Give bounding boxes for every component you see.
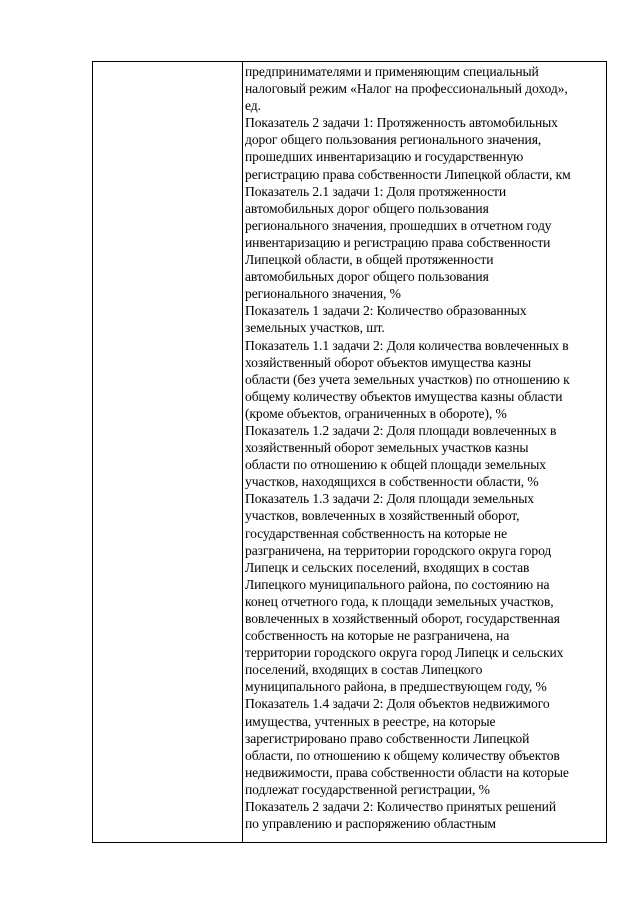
text-line: зарегистрировано право собственности Липецкой bbox=[245, 730, 530, 746]
text-line: ед. bbox=[245, 98, 261, 114]
text-line: подлежат государственной регистрации, % bbox=[245, 781, 490, 797]
text-line: налоговый режим «Налог на профессиональный доход», bbox=[245, 81, 568, 97]
table-cell-indicators bbox=[243, 62, 606, 842]
text-line: Показатель 1.2 задачи 2: Доля площади вовлеченных в bbox=[245, 422, 557, 438]
text-line: общему количеству объектов имущества казны области bbox=[245, 388, 563, 404]
text-line: Липецкой области, в общей протяженности bbox=[245, 252, 494, 268]
text-line: хозяйственный оборот объектов имущества казны bbox=[245, 354, 532, 370]
indicator-table bbox=[92, 61, 607, 843]
text-line: по управлению и распоряжению областным bbox=[245, 816, 496, 832]
text-line: области (без учета земельных участков) по отношению к bbox=[245, 371, 570, 387]
text-line: муниципального района, в предшествующем году, % bbox=[245, 679, 547, 695]
text-line: прошедших инвентаризацию и государственную bbox=[245, 149, 524, 165]
text-line: участков, находящихся в собственности области, % bbox=[245, 474, 539, 490]
text-line: дорог общего пользования регионального значения, bbox=[245, 132, 542, 148]
text-line: Показатель 1 задачи 2: Количество образованных bbox=[245, 303, 527, 319]
text-line: государственная собственность на которые не bbox=[245, 525, 508, 541]
text-line: имущества, учтенных в реестре, на которые bbox=[245, 713, 496, 729]
text-line: регионального значения, % bbox=[245, 286, 401, 302]
text-line: предпринимателями и применяющим специальный bbox=[245, 64, 539, 79]
text-line: (кроме объектов, ограниченных в обороте), % bbox=[245, 405, 507, 421]
text-line: автомобильных дорог общего пользования bbox=[245, 200, 489, 216]
text-line: автомобильных дорог общего пользования bbox=[245, 269, 489, 285]
text-line: конец отчетного года, к площади земельных участков, bbox=[245, 593, 554, 609]
text-line: инвентаризацию и регистрацию права собственности bbox=[245, 234, 551, 250]
table-cell-empty bbox=[93, 62, 243, 842]
text-line: Показатель 1.3 задачи 2: Доля площади земельных bbox=[245, 491, 534, 507]
text-line: Показатель 1.4 задачи 2: Доля объектов недвижимого bbox=[245, 696, 550, 712]
text-line: области, по отношению к общему количеству объектов bbox=[245, 747, 560, 763]
text-line: хозяйственный оборот земельных участков казны bbox=[245, 440, 529, 456]
text-line: Показатель 2 задачи 2: Количество принятых решений bbox=[245, 799, 557, 815]
text-line: вовлеченных в хозяйственный оборот, государственная bbox=[245, 611, 560, 626]
text-line: регионального значения, прошедших в отчетном году bbox=[245, 217, 552, 233]
text-line: поселений, входящих в состав Липецкого bbox=[245, 662, 483, 678]
text-line: разграничена, на территории городского округа город bbox=[245, 542, 552, 558]
text-line: области по отношению к общей площади земельных bbox=[245, 457, 547, 473]
text-line: регистрацию права собственности Липецкой области, км bbox=[245, 166, 571, 182]
text-line: земельных участков, шт. bbox=[245, 320, 385, 336]
text-line: территории городского округа город Липецк и сельских bbox=[245, 645, 564, 661]
text-line: Показатель 2.1 задачи 1: Доля протяженности bbox=[245, 183, 507, 199]
text-line: недвижимости, права собственности области на которые bbox=[245, 764, 569, 780]
text-line: участков, вовлеченных в хозяйственный оборот, bbox=[245, 508, 520, 524]
text-line: собственность на которые не разграничена, на bbox=[245, 628, 510, 644]
text-line: Липецкого муниципального района, по состоянию на bbox=[245, 576, 550, 592]
text-line: Показатель 2 задачи 1: Протяженность автомобильных bbox=[245, 115, 558, 131]
text-line: Липецк и сельских поселений, входящих в состав bbox=[245, 559, 530, 575]
text-line: Показатель 1.1 задачи 2: Доля количества вовлеченных в bbox=[245, 337, 569, 353]
